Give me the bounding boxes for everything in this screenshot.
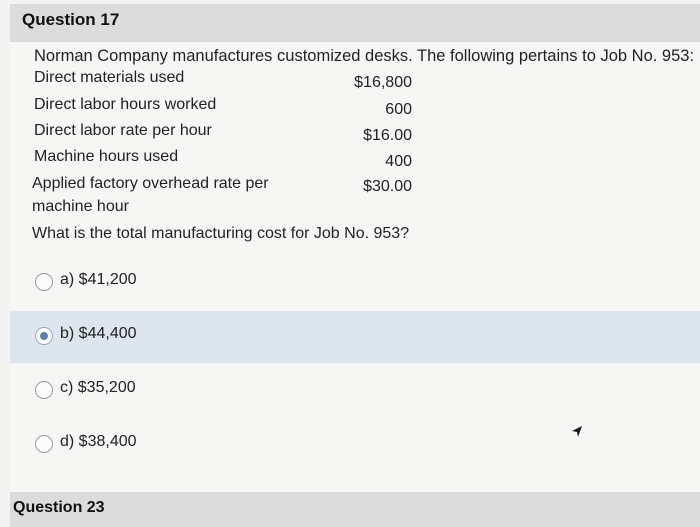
row-value-machine-hours: 400 (385, 153, 412, 170)
answer-option-a[interactable] (10, 257, 700, 309)
row-value-overhead-rate: $30.00 (363, 178, 412, 195)
radio-button-b[interactable] (35, 327, 53, 345)
row-value-labor-hours: 600 (385, 101, 412, 118)
question-17-body (10, 42, 700, 492)
radio-button-c[interactable] (35, 381, 53, 399)
row-value-labor-rate: $16.00 (363, 127, 412, 144)
question-prompt: Norman Company manufactures customized desks. The following pertains to Job No. 953: (34, 47, 695, 65)
question-title: Question 17 (22, 10, 120, 29)
row-label-labor-rate: Direct labor rate per hour (34, 122, 212, 139)
row-label-overhead-continuation: machine hour (32, 198, 129, 215)
answer-label-c: c) $35,200 (60, 379, 136, 396)
answer-label-b: b) $44,400 (60, 325, 137, 342)
answer-option-b[interactable] (10, 311, 700, 363)
row-label-direct-materials: Direct materials used (34, 69, 185, 86)
question-17-header (10, 4, 700, 42)
radio-button-a[interactable] (35, 273, 53, 291)
row-label-overhead-rate: Applied factory overhead rate per (32, 175, 269, 192)
question-23-header (10, 492, 700, 527)
answer-label-d: d) $38,400 (60, 433, 137, 450)
mouse-pointer-icon (570, 425, 584, 439)
row-label-machine-hours: Machine hours used (34, 148, 179, 165)
radio-button-d[interactable] (35, 435, 53, 453)
next-question-title: Question 23 (13, 499, 105, 516)
answer-option-d[interactable] (10, 419, 700, 471)
row-value-direct-materials: $16,800 (354, 74, 412, 91)
question-ask: What is the total manufacturing cost for Job No. 953? (32, 225, 410, 242)
answer-label-a: a) $41,200 (60, 271, 137, 288)
row-label-labor-hours: Direct labor hours worked (34, 96, 217, 113)
answer-option-c[interactable] (10, 365, 700, 417)
